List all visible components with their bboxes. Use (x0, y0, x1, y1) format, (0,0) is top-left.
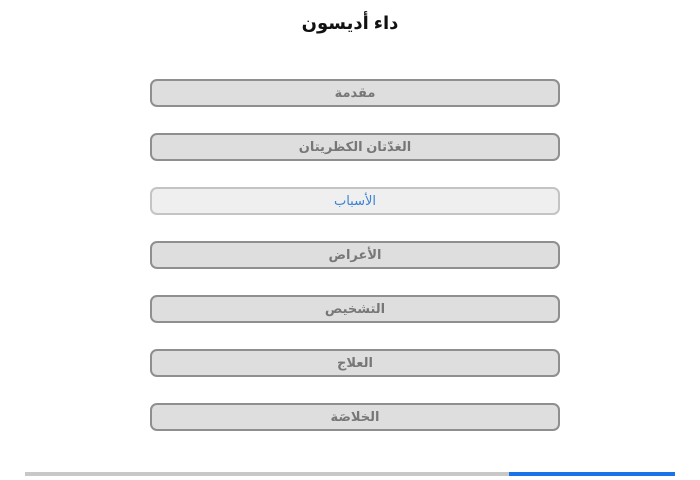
menu-item-summary[interactable]: الخلاصَة (150, 403, 560, 431)
progress-bar-fill (509, 472, 675, 476)
menu-item-symptoms[interactable]: الأعراض (150, 241, 560, 269)
progress-bar (25, 472, 675, 476)
menu-item-treatment[interactable]: العلاج (150, 349, 560, 377)
menu-item-causes[interactable]: الأسباب (150, 187, 560, 215)
menu-item-diagnosis[interactable]: التشخيص (150, 295, 560, 323)
page-title: داء أديسون (301, 13, 399, 33)
menu-item-adrenal-glands[interactable]: الغدّتان الكظريتان (150, 133, 560, 161)
menu-item-introduction[interactable]: مقدمة (150, 79, 560, 107)
section-menu (150, 79, 560, 457)
